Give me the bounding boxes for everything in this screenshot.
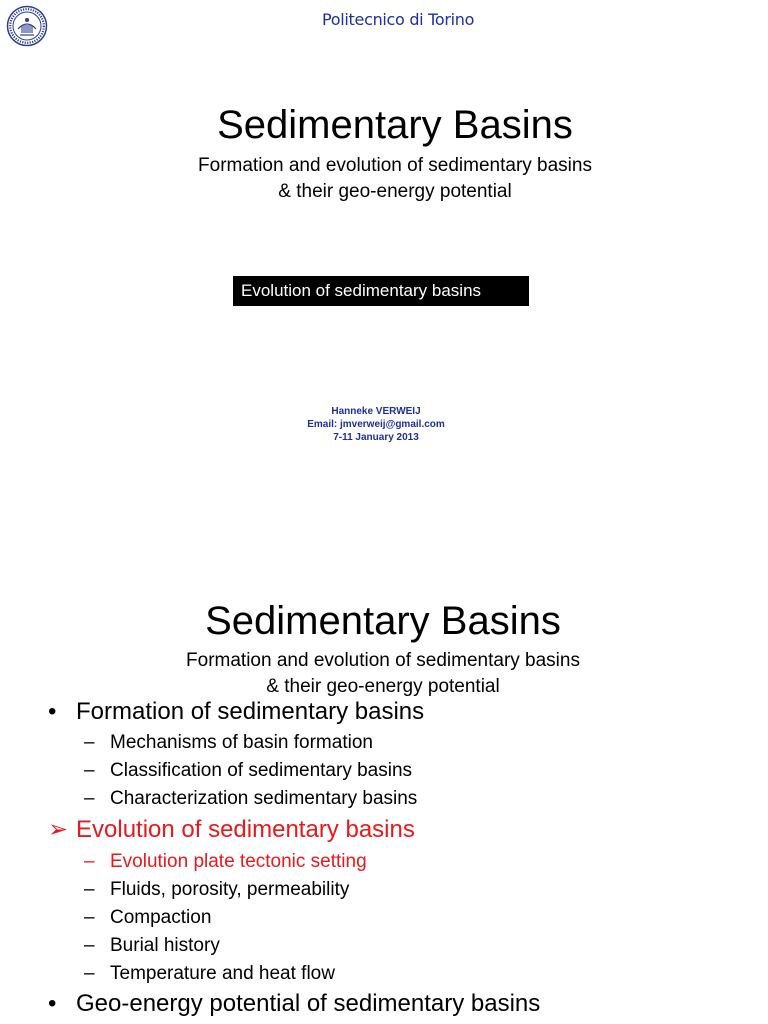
outline-text: Mechanisms of basin formation: [110, 732, 373, 753]
subtitle-line: Formation and evolution of sedimentary basins: [186, 650, 580, 671]
dash-bullet-icon: –: [84, 732, 95, 753]
outline-text: Formation of sedimentary basins: [76, 698, 425, 725]
outline-item: [48, 990, 541, 1018]
author-name: Hanneke VERWEIJ: [331, 406, 421, 417]
section-label: Evolution of sedimentary basins: [233, 276, 529, 306]
outline-text: Evolution plate tectonic setting: [110, 851, 367, 872]
outline-subitem: [84, 850, 367, 874]
slide-subtitle: [0, 648, 766, 700]
dash-bullet-icon: –: [84, 963, 95, 984]
course-date: 7-11 January 2013: [333, 432, 419, 443]
slide-title: Sedimentary Basins: [217, 103, 573, 147]
institution-name: Politecnico di Torino: [322, 10, 475, 29]
outline-text: Evolution of sedimentary basins: [76, 816, 415, 843]
outline-text: Temperature and heat flow: [110, 963, 335, 984]
outline-text: Burial history: [110, 935, 220, 956]
dash-bullet-icon: –: [84, 788, 95, 809]
dash-bullet-icon: –: [84, 935, 95, 956]
outline-subitem: [84, 731, 373, 755]
outline-text: Characterization sedimentary basins: [110, 788, 418, 809]
dash-bullet-icon: –: [84, 879, 95, 900]
bullet-icon: •: [48, 698, 57, 725]
outline-item: [48, 816, 415, 844]
author-block: [0, 405, 752, 444]
subtitle-line: Formation and evolution of sedimentary basins: [198, 155, 592, 176]
dash-bullet-icon: –: [84, 907, 95, 928]
outline-text: Fluids, porosity, permeability: [110, 879, 350, 900]
outline-subitem: [84, 878, 350, 902]
outline-text: Compaction: [110, 907, 212, 928]
outline-subitem: [84, 759, 413, 783]
outline-subitem: [84, 962, 335, 986]
outline-subitem: [84, 787, 418, 811]
dash-bullet-icon: –: [84, 760, 95, 781]
outline-item: [48, 698, 425, 726]
bullet-icon: •: [48, 990, 57, 1017]
author-email: Email: jmverweij@gmail.com: [307, 419, 445, 430]
outline-text: Classification of sedimentary basins: [110, 760, 413, 781]
university-seal-icon: [6, 5, 48, 47]
outline-text: Geo-energy potential of sedimentary basins: [76, 990, 541, 1017]
arrow-bullet-icon: ➢: [48, 816, 69, 843]
outline-slide: [0, 560, 768, 1024]
outline-subitem: [84, 906, 212, 930]
subtitle-line: & their geo-energy potential: [266, 676, 500, 697]
slide-title: Sedimentary Basins: [205, 599, 561, 643]
outline-subitem: [84, 934, 220, 958]
slide-subtitle: [0, 153, 768, 205]
dash-bullet-icon: –: [84, 851, 95, 872]
subtitle-line: & their geo-energy potential: [278, 181, 512, 202]
